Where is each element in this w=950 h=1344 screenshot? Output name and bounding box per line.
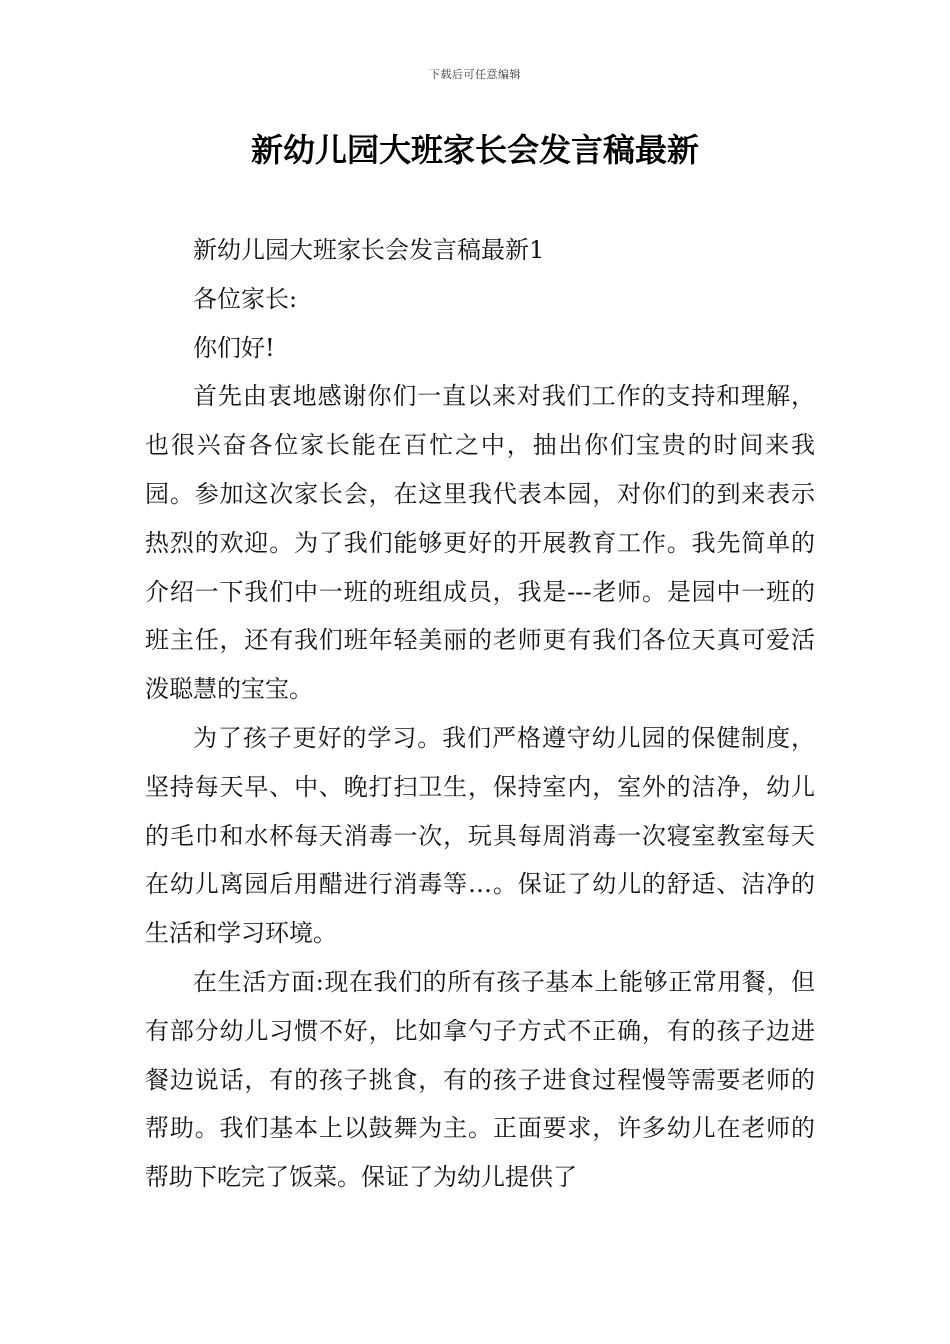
paragraph-daily-life: 在生活方面:现在我们的所有孩子基本上能够正常用餐，但有部分幼儿习惯不好，比如拿勺子方式不正确，有的孩子边进餐边说话，有的孩子挑食，有的孩子进食过程慢等需要老师的帮助。我们基本上以鼓舞为主。正面要求，许多幼儿在老师的帮助下吃完了饭菜。保证了为幼儿提供了: [145, 967, 815, 1192]
header-note: 下载后可任意编辑: [429, 68, 521, 81]
paragraph-salutation: 各位家长:: [193, 284, 298, 313]
paragraph-greeting: 你们好!: [193, 333, 275, 362]
document-title: 新幼儿园大班家长会发言稿最新: [250, 131, 699, 169]
paragraph-introduction: 首先由衷地感谢你们一直以来对我们工作的支持和理解，也很兴奋各位家长能在百忙之中，抽出你们宝贵的时间来我园。参加这次家长会，在这里我代表本园，对你们的到来表示热烈的欢迎。为了我们能够更好的开展教育工作。我先简单的介绍一下我们中一班的班组成员，我是---老师。是园中一班的班主任，还有我们班年轻美丽的老师更有我们各位天真可爱活泼聪慧的宝宝。: [145, 382, 815, 704]
document-body: [145, 226, 815, 1202]
paragraph-hygiene: 为了孩子更好的学习。我们严格遵守幼儿园的保健制度，坚持每天早、中、晚打扫卫生，保持室内，室外的洁净，幼儿的毛巾和水杯每天消毒一次，玩具每周消毒一次寝室教室每天在幼儿离园后用醋进行消毒等…。保证了幼儿的舒适、洁净的生活和学习环境。: [145, 723, 815, 948]
paragraph-subtitle: 新幼儿园大班家长会发言稿最新1: [193, 236, 545, 264]
